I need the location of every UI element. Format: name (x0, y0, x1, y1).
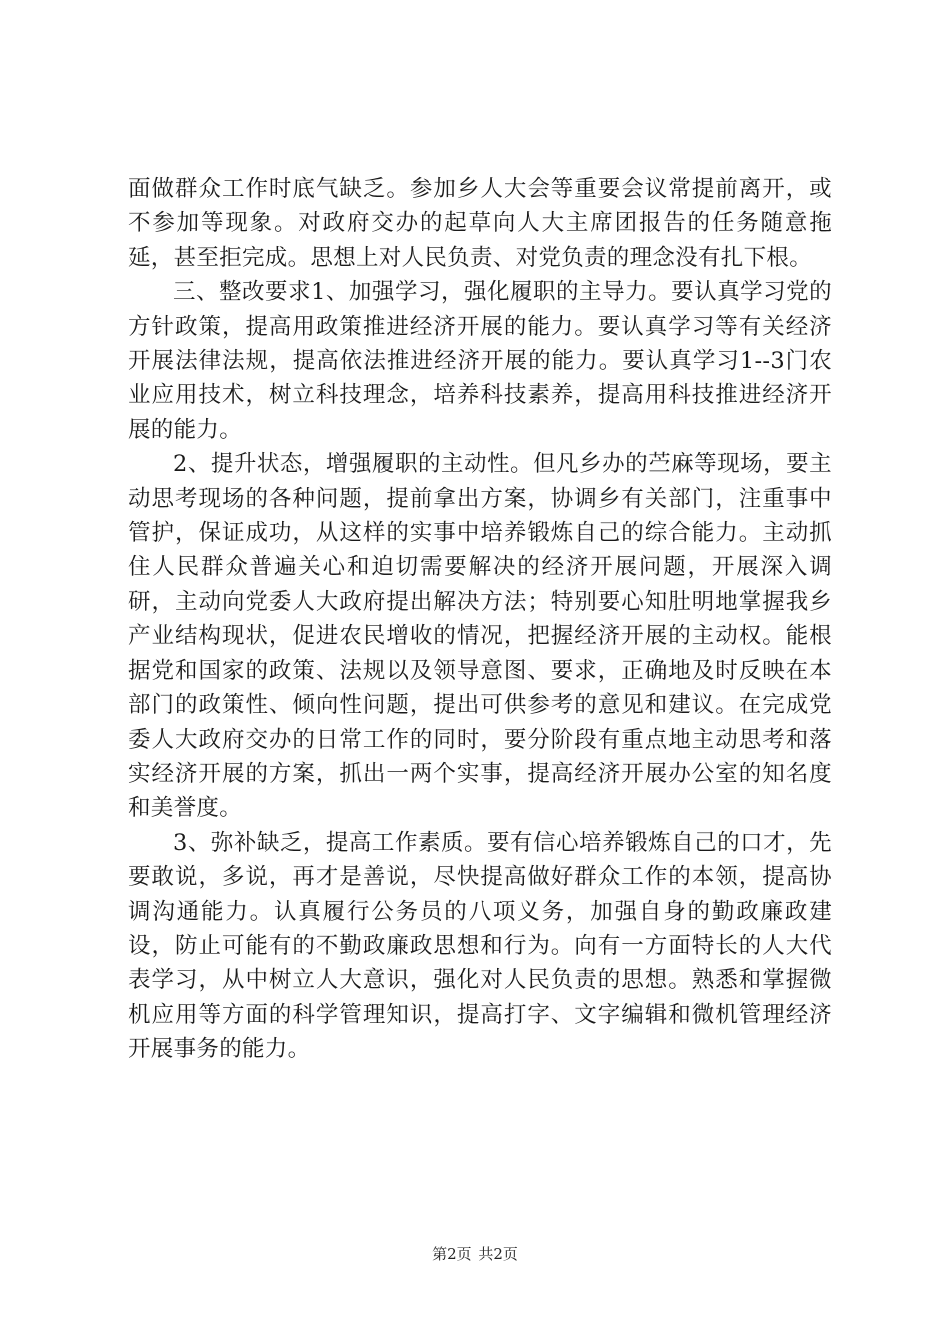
paragraph-continuation: 面做群众工作时底气缺乏。参加乡人大会等重要会议常提前离开，或不参加等现象。对政府交办的起草向人大主席团报告的任务随意拖延，甚至拒完成。思想上对人民负责、对党负责的理念没有扎下根。 (128, 176, 832, 271)
page-footer (0, 1244, 950, 1264)
page-number: 第2页 (432, 1245, 472, 1263)
paragraph-rectification-requirements: 三、整改要求1、加强学习，强化履职的主导力。要认真学习党的方针政策，提高用政策推进经济开展的能力。要认真学习等有关经济开展法律法规，提高依法推进经济开展的能力。要认真学习1--3门农业应用技术，树立科技理念，培养科技素养，提高用科技推进经济开展的能力。 (128, 279, 832, 443)
paragraph-improve-state: 2、提升状态，增强履职的主动性。但凡乡办的苎麻等现场，要主动思考现场的各种问题，提前拿出方案，协调乡有关部门，注重事中管护，保证成功，从这样的实事中培养锻炼自己的综合能力。主动抓住人民群众普遍关心和迫切需要解决的经济开展问题，开展深入调研，主动向党委人大政府提出解决方法；特别要心知肚明地掌握我乡产业结构现状，促进农民增收的情况，把握经济开展的主动权。能根据党和国家的政策、法规以及领导意图、要求，正确地及时反映在本部门的政策性、倾向性问题，提出可供参考的意见和建议。在完成党委人大政府交办的日常工作的同时，要分阶段有重点地主动思考和落实经济开展的方案，抓出一两个实事，提高经济开展办公室的知名度和美誉度。 (128, 451, 832, 822)
document-body (128, 172, 832, 1067)
paragraph-make-up-deficiency: 3、弥补缺乏，提高工作素质。要有信心培养锻炼自己的口才，先要敢说，多说，再才是善说，尽快提高做好群众工作的本领，提高协调沟通能力。认真履行公务员的八项义务，加强自身的勤政廉政建设，防止可能有的不勤政廉政思想和行为。向有一方面特长的人大代表学习，从中树立人大意识，强化对人民负责的思想。熟悉和掌握微机应用等方面的科学管理知识，提高打字、文字编辑和微机管理经济开展事务的能力。 (128, 829, 832, 1063)
page-total: 共2页 (478, 1245, 518, 1263)
